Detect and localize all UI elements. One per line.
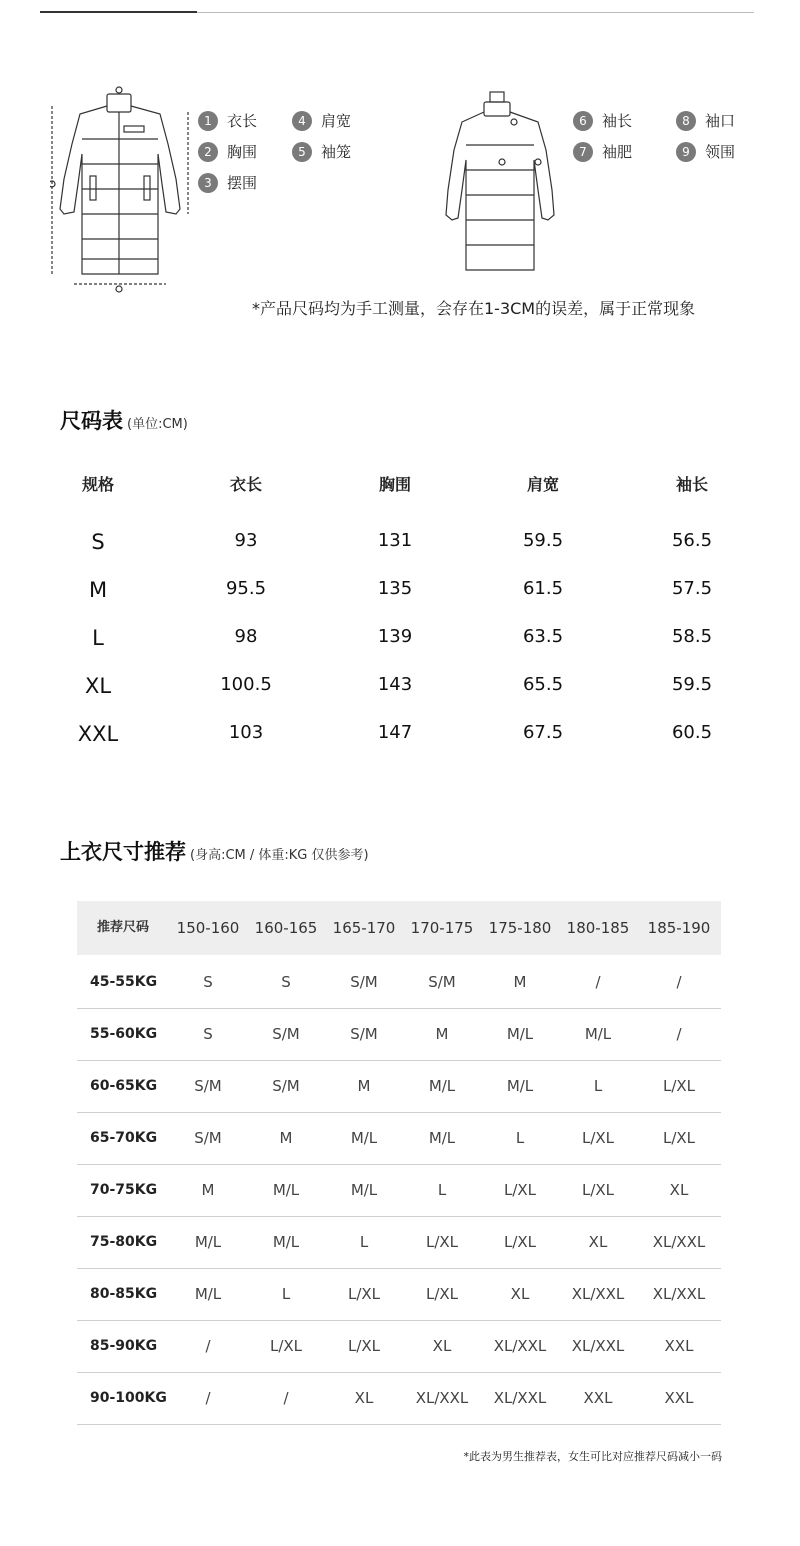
legend-item-2	[198, 141, 257, 162]
recommend-cell: XL	[588, 1233, 608, 1251]
recommend-cell: L/XL	[425, 1285, 459, 1303]
legend-label: 袖笼	[321, 143, 352, 161]
recommend-cell: L/XL	[581, 1181, 615, 1199]
recommend-cell: L/XL	[347, 1337, 381, 1355]
recommend-cell: S/M	[350, 1025, 378, 1043]
size-chart-cell: 63.5	[522, 626, 564, 647]
size-chart-cell: 147	[377, 722, 413, 743]
recommend-cell: XL/XXL	[652, 1233, 706, 1251]
size-chart-title	[60, 405, 188, 435]
recommend-header-cell: 185-190	[647, 919, 711, 937]
size-chart-cell: 65.5	[522, 674, 564, 695]
legend-number-badge: 6	[573, 111, 593, 131]
recommend-cell: XL/XXL	[571, 1337, 625, 1355]
size-chart-header: 肩宽	[526, 475, 559, 494]
recommend-footnote: *此表为男生推荐表，女生可比对应推荐尺码减小一码	[463, 1450, 722, 1463]
weight-range: 60-65KG	[90, 1078, 158, 1094]
legend-item-9	[676, 141, 735, 162]
legend-left	[198, 110, 378, 200]
size-chart-cell: 61.5	[522, 578, 564, 599]
recommend-cell: L/XL	[503, 1181, 537, 1199]
recommend-cell: L/XL	[581, 1129, 615, 1147]
size-chart-cell: 60.5	[671, 722, 713, 743]
weight-range: 65-70KG	[90, 1130, 158, 1146]
recommend-cell: XL	[669, 1181, 689, 1199]
weight-range: 85-90KG	[90, 1338, 158, 1354]
recommend-cell: S/M	[194, 1129, 222, 1147]
recommend-cell: S/M	[350, 973, 378, 991]
recommend-cell: XXL	[664, 1389, 694, 1407]
recommend-cell: M/L	[272, 1233, 300, 1251]
size-chart-unit: (单位:CM)	[127, 417, 188, 432]
recommend-cell: XL	[510, 1285, 530, 1303]
recommend-cell: XL/XXL	[652, 1285, 706, 1303]
recommend-header-cell: 160-165	[254, 919, 318, 937]
size-label: XL	[84, 674, 112, 698]
recommend-cell: /	[283, 1389, 289, 1407]
size-chart-cell: 58.5	[671, 626, 713, 647]
size-chart-cell: 95.5	[225, 578, 267, 599]
header-rule	[197, 12, 754, 13]
recommend-header-cell: 150-160	[176, 919, 240, 937]
size-chart-cell: 56.5	[671, 530, 713, 551]
recommend-cell: L/XL	[662, 1129, 696, 1147]
legend-label: 袖口	[705, 112, 736, 130]
size-chart-cell: 131	[377, 530, 413, 551]
recommend-cell: M	[201, 1181, 215, 1199]
recommend-cell: S	[281, 973, 291, 991]
recommend-cell: /	[205, 1389, 211, 1407]
recommend-row	[77, 1008, 721, 1061]
recommend-cell: /	[676, 1025, 682, 1043]
recommend-cell: XL/XXL	[493, 1337, 547, 1355]
recommend-cell: M	[435, 1025, 449, 1043]
size-chart-header: 袖长	[675, 475, 708, 494]
legend-item-7	[573, 141, 632, 162]
recommend-cell: L/XL	[425, 1233, 459, 1251]
recommend-cell: L	[281, 1285, 291, 1303]
size-label: S	[91, 530, 105, 554]
legend-label: 摆围	[227, 174, 258, 192]
recommend-cell: L	[437, 1181, 447, 1199]
legend-right	[573, 110, 763, 170]
legend-number-badge: 3	[198, 173, 218, 193]
size-chart-cell: 59.5	[671, 674, 713, 695]
coat-back-diagram	[440, 90, 560, 275]
weight-range: 45-55KG	[90, 974, 158, 990]
legend-number-badge: 1	[198, 111, 218, 131]
recommend-cell: /	[595, 973, 601, 991]
size-chart-header: 衣长	[229, 475, 262, 494]
recommend-cell: S	[203, 973, 213, 991]
recommend-cell: M/L	[350, 1181, 378, 1199]
recommend-header-cell: 165-170	[332, 919, 396, 937]
recommend-unit: (身高:CM / 体重:KG 仅供参考)	[190, 848, 369, 863]
recommend-header-cell: 推荐尺码	[96, 920, 149, 935]
legend-number-badge: 8	[676, 111, 696, 131]
recommend-header-cell: 180-185	[566, 919, 630, 937]
legend-label: 肩宽	[321, 112, 352, 130]
size-chart-cell: 67.5	[522, 722, 564, 743]
recommend-cell: S/M	[194, 1077, 222, 1095]
recommend-cell: L/XL	[662, 1077, 696, 1095]
size-chart-cell: 93	[234, 530, 258, 551]
legend-label: 袖肥	[602, 143, 633, 161]
recommend-cell: M/L	[584, 1025, 612, 1043]
coat-front-diagram	[50, 84, 190, 299]
legend-item-8	[676, 110, 735, 131]
recommend-cell: XL	[354, 1389, 374, 1407]
recommend-cell: L	[593, 1077, 603, 1095]
size-chart-cell: 103	[228, 722, 264, 743]
recommend-title-text: 上衣尺寸推荐	[60, 840, 186, 864]
recommend-cell: XL/XXL	[571, 1285, 625, 1303]
legend-number-badge: 7	[573, 142, 593, 162]
recommend-cell: L	[359, 1233, 369, 1251]
size-label: L	[92, 626, 104, 650]
recommend-cell: M/L	[194, 1285, 222, 1303]
recommend-header-row	[77, 901, 721, 955]
size-chart-cell: 98	[234, 626, 258, 647]
size-label: XXL	[77, 722, 119, 746]
recommend-cell: M	[279, 1129, 293, 1147]
legend-number-badge: 2	[198, 142, 218, 162]
recommend-row	[77, 1216, 721, 1269]
recommend-cell: L/XL	[347, 1285, 381, 1303]
recommend-row	[77, 956, 721, 1009]
recommend-title	[60, 836, 369, 866]
recommend-cell: M/L	[506, 1025, 534, 1043]
legend-label: 胸围	[227, 143, 258, 161]
size-chart-cell: 135	[377, 578, 413, 599]
legend-label: 袖长	[602, 112, 633, 130]
measurement-note: *产品尺码均为手工测量，会存在1-3CM的误差，属于正常现象	[252, 299, 696, 318]
recommend-cell: L/XL	[269, 1337, 303, 1355]
recommend-cell: L/XL	[503, 1233, 537, 1251]
size-chart-title-text: 尺码表	[60, 409, 123, 433]
recommend-cell: S/M	[272, 1077, 300, 1095]
weight-range: 55-60KG	[90, 1026, 158, 1042]
recommend-cell: M	[357, 1077, 371, 1095]
recommend-cell: XL/XXL	[493, 1389, 547, 1407]
recommend-cell: L	[515, 1129, 525, 1147]
recommend-cell: S/M	[428, 973, 456, 991]
recommend-cell: XXL	[664, 1337, 694, 1355]
recommend-cell: M/L	[428, 1077, 456, 1095]
weight-range: 90-100KG	[90, 1390, 167, 1406]
recommend-cell: M/L	[272, 1181, 300, 1199]
weight-range: 70-75KG	[90, 1182, 158, 1198]
recommend-row	[77, 1164, 721, 1217]
recommend-row	[77, 1112, 721, 1165]
recommend-cell: /	[676, 973, 682, 991]
size-chart-cell: 59.5	[522, 530, 564, 551]
recommend-cell: S	[203, 1025, 213, 1043]
size-label: M	[88, 578, 108, 602]
size-chart-header: 规格	[81, 475, 114, 494]
legend-number-badge: 4	[292, 111, 312, 131]
size-chart-cell: 57.5	[671, 578, 713, 599]
recommend-row	[77, 1060, 721, 1113]
recommend-cell: XL/XXL	[415, 1389, 469, 1407]
legend-item-6	[573, 110, 632, 131]
legend-item-1	[198, 110, 257, 131]
weight-range: 75-80KG	[90, 1234, 158, 1250]
recommend-cell: XXL	[583, 1389, 613, 1407]
size-chart-cell: 143	[377, 674, 413, 695]
size-chart-header: 胸围	[378, 475, 411, 494]
recommend-cell: M	[513, 973, 527, 991]
recommend-row	[77, 1372, 721, 1425]
recommend-cell: /	[205, 1337, 211, 1355]
size-chart-cell: 100.5	[220, 674, 272, 695]
recommend-cell: M/L	[428, 1129, 456, 1147]
legend-item-4	[292, 110, 351, 131]
legend-item-5	[292, 141, 351, 162]
recommend-row	[77, 1320, 721, 1373]
legend-label: 衣长	[227, 112, 258, 130]
recommend-cell: M/L	[350, 1129, 378, 1147]
legend-item-3	[198, 172, 257, 193]
recommend-cell: XL	[432, 1337, 452, 1355]
legend-number-badge: 9	[676, 142, 696, 162]
recommend-header-cell: 175-180	[488, 919, 552, 937]
legend-number-badge: 5	[292, 142, 312, 162]
header-rule-accent	[40, 11, 197, 13]
legend-label: 领围	[705, 143, 736, 161]
recommend-header-cell: 170-175	[410, 919, 474, 937]
recommend-cell: M/L	[194, 1233, 222, 1251]
recommend-cell: S/M	[272, 1025, 300, 1043]
weight-range: 80-85KG	[90, 1286, 158, 1302]
recommend-row	[77, 1268, 721, 1321]
size-chart-cell: 139	[377, 626, 413, 647]
recommend-cell: M/L	[506, 1077, 534, 1095]
